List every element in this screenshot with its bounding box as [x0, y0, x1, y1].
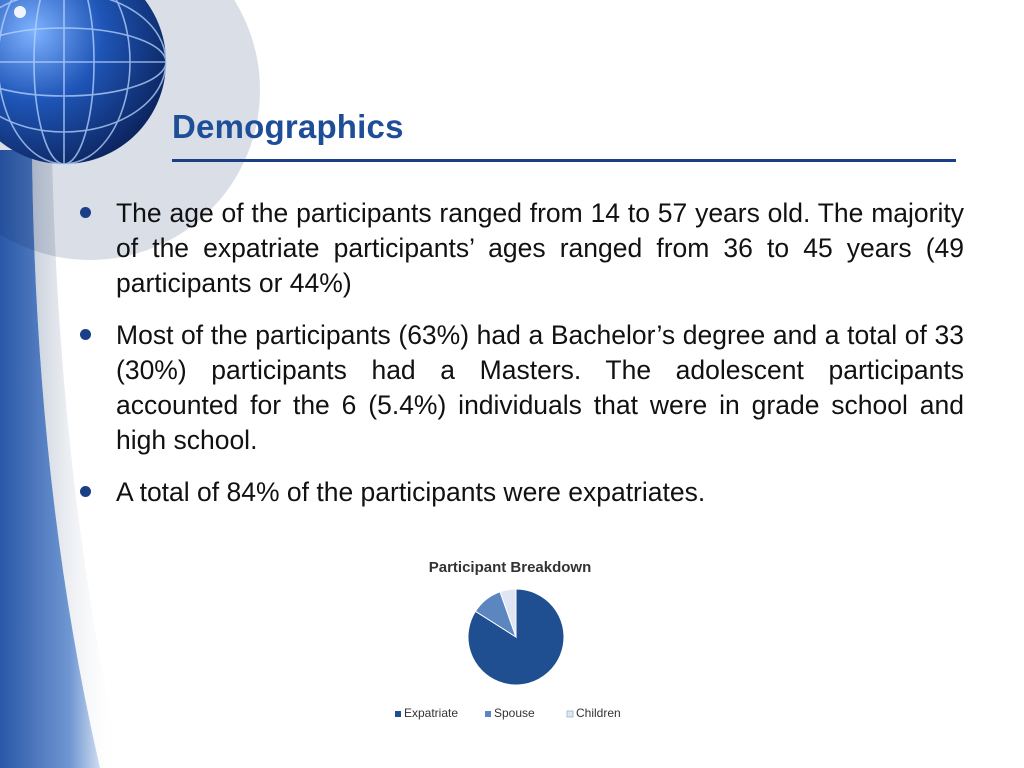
bullet-item [80, 318, 964, 458]
bullet-text: A total of 84% of the participants were expatriates. [116, 477, 706, 507]
page-title: Demographics [172, 108, 404, 145]
legend-label-spouse: Spouse [494, 706, 535, 720]
bullet-item [80, 196, 964, 301]
legend-label-expatriate: Expatriate [404, 706, 459, 720]
chart-title: Participant Breakdown [428, 559, 592, 576]
legend-swatch-spouse [485, 711, 491, 717]
legend-swatch-expatriate [395, 711, 401, 717]
bullet-dot-icon [80, 486, 91, 497]
legend-swatch-children [567, 711, 573, 717]
bullet-list [80, 196, 964, 527]
bullet-text: Most of the participants (63%) had a Bachelor’s degree and a total of 33 (30%) participants had a Masters. The adolescent participants accounted for the 6 (5.4%) individuals that were in grade school and high school. [116, 320, 964, 455]
bullet-dot-icon [80, 329, 91, 340]
pie-chart [380, 548, 640, 738]
bullet-item [80, 475, 964, 510]
title-divider [172, 159, 956, 162]
bullet-dot-icon [80, 207, 91, 218]
legend-label-children: Children [576, 706, 621, 720]
bullet-text: The age of the participants ranged from 14 to 57 years old. The majority of the expatriate participants’ ages ranged from 36 to 45 years (49 participants or 44%) [116, 198, 964, 298]
